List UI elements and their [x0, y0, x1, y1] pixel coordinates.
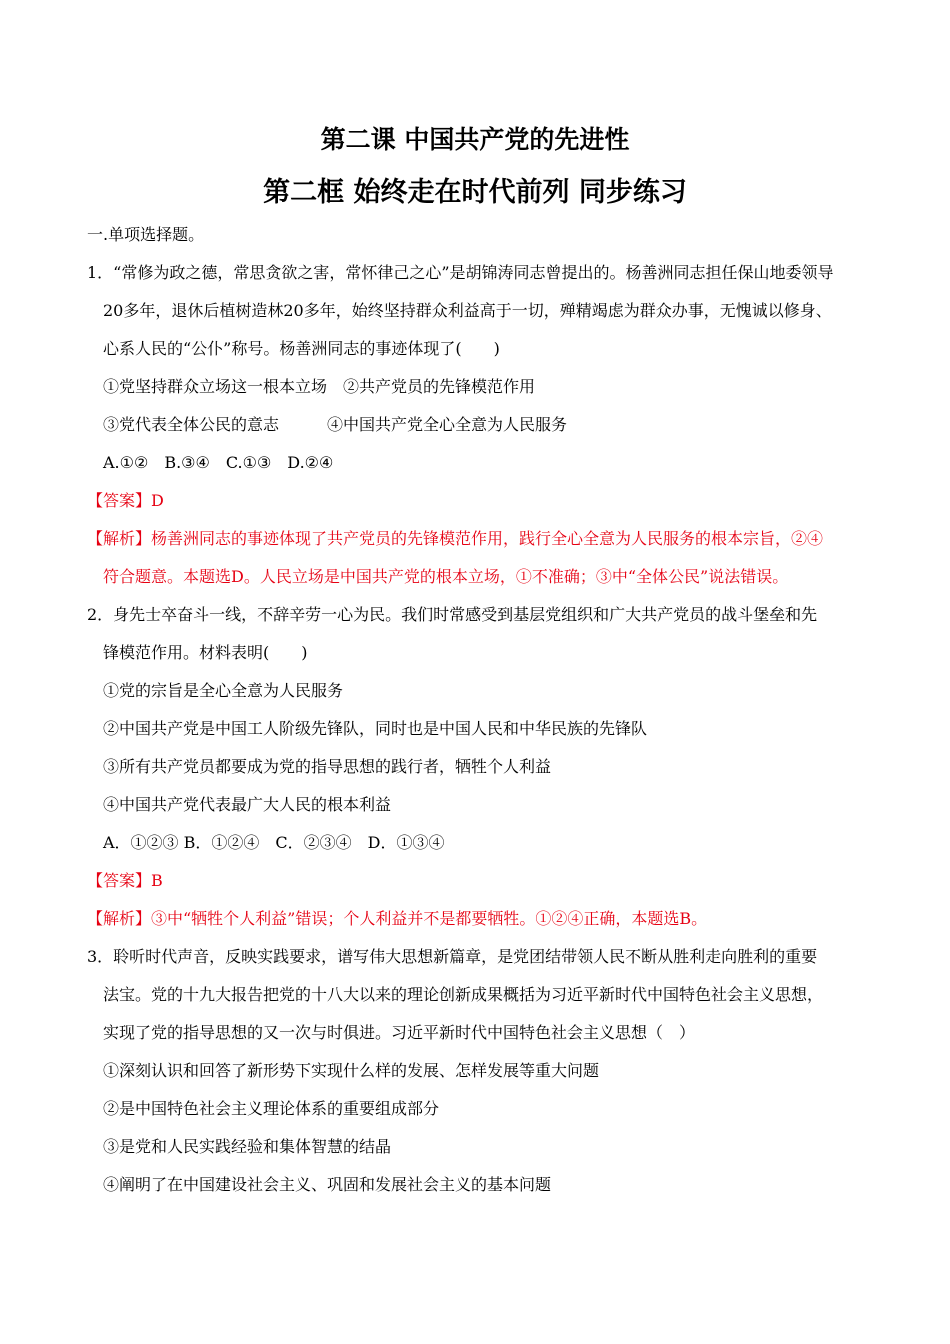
q1-stem-line: 1．“常修为政之德，常思贪欲之害，常怀律己之心”是胡锦涛同志曾提出的。杨善洲同志担任保山地委领导 [87, 263, 834, 282]
q3-option: ②是中国特色社会主义理论体系的重要组成部分 [103, 1099, 440, 1118]
q3-stem-line: 实现了党的指导思想的又一次与时俱进。习近平新时代中国特色社会主义思想（ ） [103, 1023, 696, 1042]
q2-stem-line: 2．身先士卒奋斗一线，不辞辛劳一心为民。我们时常感受到基层党组织和广大共产党员的战斗堡垒和先 [87, 605, 818, 624]
q2-choices: A．①②③ B．①②④ C．②③④ D．①③④ [103, 833, 445, 852]
q1-analysis: 【解析】杨善洲同志的事迹体现了共产党员的先锋模范作用，践行全心全意为人民服务的根本宗旨，②④ [87, 529, 824, 548]
q3-option: ①深刻认识和回答了新形势下实现什么样的发展、怎样发展等重大问题 [103, 1061, 600, 1080]
q2-option: ①党的宗旨是全心全意为人民服务 [103, 681, 344, 700]
q1-answer: 【答案】D [87, 491, 164, 510]
q2-option: ③所有共产党员都要成为党的指导思想的践行者，牺牲个人利益 [103, 757, 552, 776]
q2-answer: 【答案】B [87, 871, 163, 890]
q3-option: ④阐明了在中国建设社会主义、巩固和发展社会主义的基本问题 [103, 1175, 552, 1194]
q1-option: ①党坚持群众立场这一根本立场 ②共产党员的先锋模范作用 [103, 377, 536, 396]
q2-analysis: 【解析】③中“牺牲个人利益”错误；个人利益并不是都要牺牲。①②④正确，本题选B。 [87, 909, 708, 928]
section-heading: 一.单项选择题。 [87, 225, 205, 244]
q2-option: ②中国共产党是中国工人阶级先锋队，同时也是中国人民和中华民族的先锋队 [103, 719, 648, 738]
q2-stem-line: 锋模范作用。材料表明( ) [103, 643, 308, 662]
q1-stem-line: 20多年，退休后植树造林20多年，始终坚持群众利益高于一切，殚精竭虑为群众办事，无愧诚以修身、 [103, 301, 832, 320]
lesson-title: 第二课 中国共产党的先进性 [320, 125, 630, 154]
q3-stem-line: 法宝。党的十九大报告把党的十八大以来的理论创新成果概括为习近平新时代中国特色社会主义思想， [103, 985, 824, 1004]
q3-option: ③是党和人民实践经验和集体智慧的结晶 [103, 1137, 392, 1156]
q1-choices: A.①② B.③④ C.①③ D.②④ [103, 453, 334, 472]
q1-analysis: 符合题意。本题选D。人民立场是中国共产党的根本立场，①不准确；③中“全体公民”说法错误。 [103, 567, 789, 586]
section-title: 第二框 始终走在时代前列 同步练习 [263, 177, 687, 208]
q1-stem-line: 心系人民的“公仆”称号。杨善洲同志的事迹体现了( ) [103, 339, 500, 358]
q1-option: ③党代表全体公民的意志 ④中国共产党全心全意为人民服务 [103, 415, 568, 434]
q3-stem-line: 3．聆听时代声音，反映实践要求，谱写伟大思想新篇章，是党团结带领人民不断从胜利走向胜利的重要 [87, 947, 818, 966]
q2-option: ④中国共产党代表最广大人民的根本利益 [103, 795, 392, 814]
